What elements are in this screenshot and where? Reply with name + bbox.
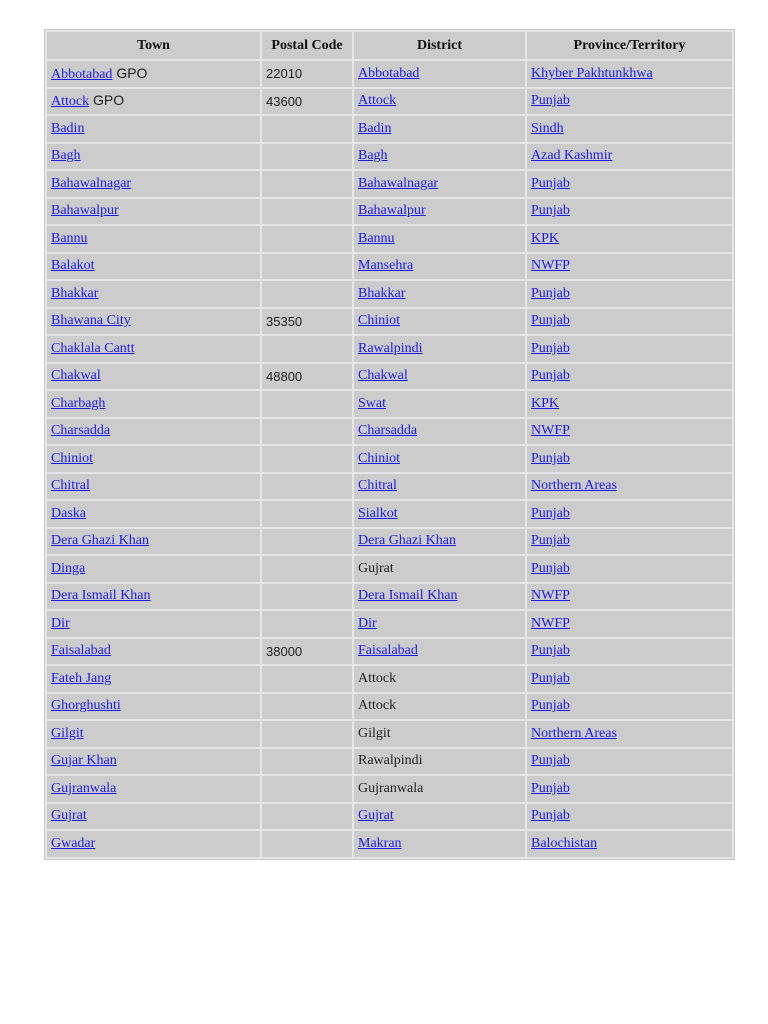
district-link[interactable]: Dir <box>358 615 377 631</box>
table-row <box>47 61 732 87</box>
district-cell <box>354 804 525 830</box>
province-cell <box>527 804 732 830</box>
province-cell <box>527 776 732 802</box>
postal-code-cell <box>262 529 352 555</box>
district-link[interactable]: Bannu <box>358 230 395 246</box>
town-cell <box>47 804 260 830</box>
district-cell <box>354 199 525 225</box>
table-row <box>47 721 732 747</box>
town-cell <box>47 556 260 582</box>
postal-code-cell <box>262 116 352 142</box>
province-link[interactable]: Punjab <box>531 780 570 796</box>
province-link[interactable]: NWFP <box>531 258 570 274</box>
district-cell <box>354 171 525 197</box>
table-row <box>47 364 732 390</box>
town-link[interactable]: Attock <box>51 94 90 110</box>
town-link[interactable]: Bhakkar <box>51 285 99 301</box>
table-row <box>47 116 732 142</box>
province-cell <box>527 556 732 582</box>
postal-code-cell <box>262 584 352 610</box>
district-cell <box>354 694 525 720</box>
postal-code-cell: 38000 <box>262 639 352 665</box>
province-cell <box>527 199 732 225</box>
header-district: District <box>354 32 525 59</box>
district-cell <box>354 391 525 417</box>
district-cell <box>354 639 525 665</box>
town-cell <box>47 639 260 665</box>
table-row <box>47 281 732 307</box>
table-row <box>47 556 732 582</box>
district-cell <box>354 776 525 802</box>
province-link[interactable]: KPK <box>531 230 560 246</box>
district-cell <box>354 226 525 252</box>
district-cell <box>354 144 525 170</box>
province-cell <box>527 639 732 665</box>
town-cell <box>47 584 260 610</box>
town-cell <box>47 501 260 527</box>
town-link[interactable]: Dinga <box>51 560 86 576</box>
town-cell <box>47 721 260 747</box>
postal-code-cell <box>262 171 352 197</box>
town-suffix: GPO <box>112 64 148 81</box>
district-link[interactable]: Mansehra <box>358 258 414 274</box>
province-link[interactable]: Punjab <box>531 368 570 384</box>
town-link[interactable]: Bahawalpur <box>51 203 119 219</box>
province-link[interactable]: KPK <box>531 395 560 411</box>
town-cell <box>47 61 260 87</box>
province-cell <box>527 391 732 417</box>
postal-code-cell <box>262 694 352 720</box>
town-cell <box>47 144 260 170</box>
district-link[interactable]: Bahawalnagar <box>358 175 439 191</box>
district-cell <box>354 254 525 280</box>
province-link[interactable]: Sindh <box>531 120 564 136</box>
table-row <box>47 831 732 857</box>
district-link[interactable]: Chitral <box>358 478 397 494</box>
table-row <box>47 804 732 830</box>
district-link[interactable]: Bhakkar <box>358 285 406 301</box>
town-cell <box>47 89 260 115</box>
town-link[interactable]: Bagh <box>51 148 81 164</box>
province-cell <box>527 721 732 747</box>
postal-code-cell <box>262 391 352 417</box>
header-province-territory: Province/Territory <box>527 32 732 59</box>
province-link[interactable]: Balochistan <box>531 835 598 851</box>
town-cell <box>47 694 260 720</box>
district-cell <box>354 721 525 747</box>
district-cell <box>354 749 525 775</box>
town-cell <box>47 364 260 390</box>
header-town: Town <box>47 32 260 59</box>
province-link[interactable]: Punjab <box>531 643 570 659</box>
district-link[interactable]: Abbotabad <box>358 65 420 81</box>
postal-code-cell <box>262 721 352 747</box>
province-cell <box>527 611 732 637</box>
town-link[interactable]: Dera Ghazi Khan <box>51 533 149 549</box>
postal-code-cell <box>262 501 352 527</box>
district-cell <box>354 89 525 115</box>
province-cell <box>527 116 732 142</box>
town-link[interactable]: Gwadar <box>51 835 96 851</box>
province-cell <box>527 584 732 610</box>
district-cell <box>354 584 525 610</box>
district-cell <box>354 419 525 445</box>
town-cell <box>47 281 260 307</box>
district-link[interactable]: Attock <box>358 93 397 109</box>
town-link[interactable]: Abbotabad <box>51 66 113 82</box>
town-cell <box>47 171 260 197</box>
postal-code-cell <box>262 474 352 500</box>
province-cell <box>527 171 732 197</box>
postal-code-cell <box>262 446 352 472</box>
town-link[interactable]: Chiniot <box>51 450 94 466</box>
postal-code-cell: 35350 <box>262 309 352 335</box>
postal-code-cell <box>262 336 352 362</box>
district-link[interactable]: Bahawalpur <box>358 203 426 219</box>
town-cell <box>47 254 260 280</box>
table-row <box>47 89 732 115</box>
province-cell <box>527 336 732 362</box>
table-body <box>47 61 732 857</box>
province-cell <box>527 666 732 692</box>
district-cell <box>354 556 525 582</box>
town-link[interactable]: Chaklala Cantt <box>51 340 135 356</box>
table-row <box>47 776 732 802</box>
town-link[interactable]: Balakot <box>51 258 95 274</box>
district-link[interactable]: Swat <box>358 395 386 411</box>
town-link[interactable]: Dir <box>51 615 70 631</box>
town-link[interactable]: Bannu <box>51 230 88 246</box>
table-row <box>47 309 732 335</box>
district-cell <box>354 116 525 142</box>
town-link[interactable]: Gilgit <box>51 725 84 741</box>
town-cell <box>47 199 260 225</box>
town-link[interactable]: Gujranwala <box>51 780 117 796</box>
province-link[interactable]: Punjab <box>531 285 570 301</box>
table-row <box>47 666 732 692</box>
district-link[interactable]: Dera Ghazi Khan <box>358 533 456 549</box>
postal-code-cell: 48800 <box>262 364 352 390</box>
province-cell <box>527 529 732 555</box>
province-link[interactable]: Punjab <box>531 670 570 686</box>
province-link[interactable]: Punjab <box>531 560 570 576</box>
table-row <box>47 639 732 665</box>
province-link[interactable]: Azad Kashmir <box>531 148 613 164</box>
district-link[interactable]: Chiniot <box>358 450 401 466</box>
district-cell <box>354 666 525 692</box>
postal-code-cell <box>262 556 352 582</box>
province-link[interactable]: Punjab <box>531 93 570 109</box>
province-cell <box>527 419 732 445</box>
postal-code-cell <box>262 199 352 225</box>
district-link[interactable]: Sialkot <box>358 505 398 521</box>
district-cell <box>354 281 525 307</box>
town-cell <box>47 309 260 335</box>
district-link[interactable]: Faisalabad <box>358 643 418 659</box>
province-link[interactable]: Punjab <box>531 313 570 329</box>
province-link[interactable]: Punjab <box>531 340 570 356</box>
town-link[interactable]: Gujar Khan <box>51 753 117 769</box>
postal-code-cell <box>262 666 352 692</box>
town-cell <box>47 611 260 637</box>
postal-code-cell <box>262 281 352 307</box>
district-link[interactable]: Makran <box>358 835 402 851</box>
town-cell <box>47 529 260 555</box>
province-link[interactable]: NWFP <box>531 615 570 631</box>
postal-code-cell <box>262 831 352 857</box>
town-cell <box>47 336 260 362</box>
postal-code-cell <box>262 254 352 280</box>
postal-code-cell <box>262 611 352 637</box>
province-link[interactable]: NWFP <box>531 588 570 604</box>
table-row <box>47 391 732 417</box>
postal-code-cell <box>262 804 352 830</box>
table-row <box>47 474 732 500</box>
postal-codes-table-wrapper <box>44 29 733 860</box>
table-row <box>47 694 732 720</box>
table-row <box>47 529 732 555</box>
town-link[interactable]: Chakwal <box>51 368 101 384</box>
town-link[interactable]: Gujrat <box>51 808 87 824</box>
province-cell <box>527 309 732 335</box>
header-row <box>47 32 732 59</box>
province-cell <box>527 831 732 857</box>
town-cell <box>47 831 260 857</box>
province-link[interactable]: Northern Areas <box>531 725 617 741</box>
postal-code-cell <box>262 226 352 252</box>
postal-code-cell <box>262 776 352 802</box>
table-row <box>47 446 732 472</box>
town-link[interactable]: Fateh Jang <box>51 670 112 686</box>
province-link[interactable]: Northern Areas <box>531 478 617 494</box>
district-link[interactable]: Charsadda <box>358 423 418 439</box>
postal-code-cell: 22010 <box>262 61 352 87</box>
table-row <box>47 584 732 610</box>
district-cell <box>354 831 525 857</box>
province-cell <box>527 694 732 720</box>
town-link[interactable]: Bahawalnagar <box>51 175 132 191</box>
province-cell <box>527 61 732 87</box>
district-link[interactable]: Badin <box>358 120 392 136</box>
town-cell <box>47 666 260 692</box>
town-link[interactable]: Chitral <box>51 478 90 494</box>
town-link[interactable]: Dera Ismail Khan <box>51 588 151 604</box>
district-text: Gujrat <box>358 560 394 576</box>
town-cell <box>47 419 260 445</box>
province-link[interactable]: Punjab <box>531 450 570 466</box>
province-link[interactable]: Punjab <box>531 533 570 549</box>
table-row <box>47 171 732 197</box>
district-text: Gilgit <box>358 725 391 741</box>
province-cell <box>527 89 732 115</box>
district-text: Rawalpindi <box>358 753 423 769</box>
table-header <box>47 32 732 59</box>
town-cell <box>47 446 260 472</box>
postal-code-cell <box>262 144 352 170</box>
province-link[interactable]: Punjab <box>531 203 570 219</box>
province-link[interactable]: Punjab <box>531 175 570 191</box>
table-row <box>47 749 732 775</box>
town-link[interactable]: Daska <box>51 505 86 521</box>
district-cell <box>354 364 525 390</box>
district-cell <box>354 501 525 527</box>
district-link[interactable]: Rawalpindi <box>358 340 423 356</box>
district-cell <box>354 336 525 362</box>
province-link[interactable]: Punjab <box>531 808 570 824</box>
town-link[interactable]: Faisalabad <box>51 643 111 659</box>
town-cell <box>47 391 260 417</box>
province-link[interactable]: Khyber Pakhtunkhwa <box>531 65 653 81</box>
province-link[interactable]: Punjab <box>531 505 570 521</box>
province-cell <box>527 474 732 500</box>
postal-code-cell <box>262 749 352 775</box>
town-link[interactable]: Bhawana City <box>51 313 131 329</box>
table-row <box>47 144 732 170</box>
postal-code-cell: 43600 <box>262 89 352 115</box>
district-link[interactable]: Dera Ismail Khan <box>358 588 458 604</box>
district-cell <box>354 61 525 87</box>
town-link[interactable]: Charbagh <box>51 395 106 411</box>
district-link[interactable]: Chakwal <box>358 368 408 384</box>
province-cell <box>527 281 732 307</box>
table-row <box>47 199 732 225</box>
province-link[interactable]: Punjab <box>531 698 570 714</box>
town-cell <box>47 776 260 802</box>
district-cell <box>354 611 525 637</box>
province-cell <box>527 144 732 170</box>
town-link[interactable]: Charsadda <box>51 423 111 439</box>
table-row <box>47 336 732 362</box>
province-cell <box>527 749 732 775</box>
town-cell <box>47 116 260 142</box>
town-link[interactable]: Ghorghushti <box>51 698 121 714</box>
district-cell <box>354 474 525 500</box>
town-suffix: GPO <box>89 92 125 109</box>
province-cell <box>527 364 732 390</box>
table-row <box>47 611 732 637</box>
district-text: Attock <box>358 670 397 686</box>
province-cell <box>527 226 732 252</box>
district-link[interactable]: Bagh <box>358 148 388 164</box>
district-text: Attock <box>358 698 397 714</box>
postal-code-cell <box>262 419 352 445</box>
district-cell <box>354 446 525 472</box>
province-link[interactable]: NWFP <box>531 423 570 439</box>
province-cell <box>527 501 732 527</box>
table-row <box>47 254 732 280</box>
town-cell <box>47 749 260 775</box>
town-link[interactable]: Badin <box>51 120 85 136</box>
table-row <box>47 501 732 527</box>
district-link[interactable]: Chiniot <box>358 313 401 329</box>
town-cell <box>47 226 260 252</box>
province-link[interactable]: Punjab <box>531 753 570 769</box>
town-cell <box>47 474 260 500</box>
header-postal-code: Postal Code <box>262 32 352 59</box>
district-link[interactable]: Gujrat <box>358 808 394 824</box>
district-text: Gujranwala <box>358 780 424 796</box>
district-cell <box>354 309 525 335</box>
province-cell <box>527 254 732 280</box>
province-cell <box>527 446 732 472</box>
district-cell <box>354 529 525 555</box>
table-row <box>47 226 732 252</box>
table-row <box>47 419 732 445</box>
postal-codes-table <box>44 29 735 860</box>
